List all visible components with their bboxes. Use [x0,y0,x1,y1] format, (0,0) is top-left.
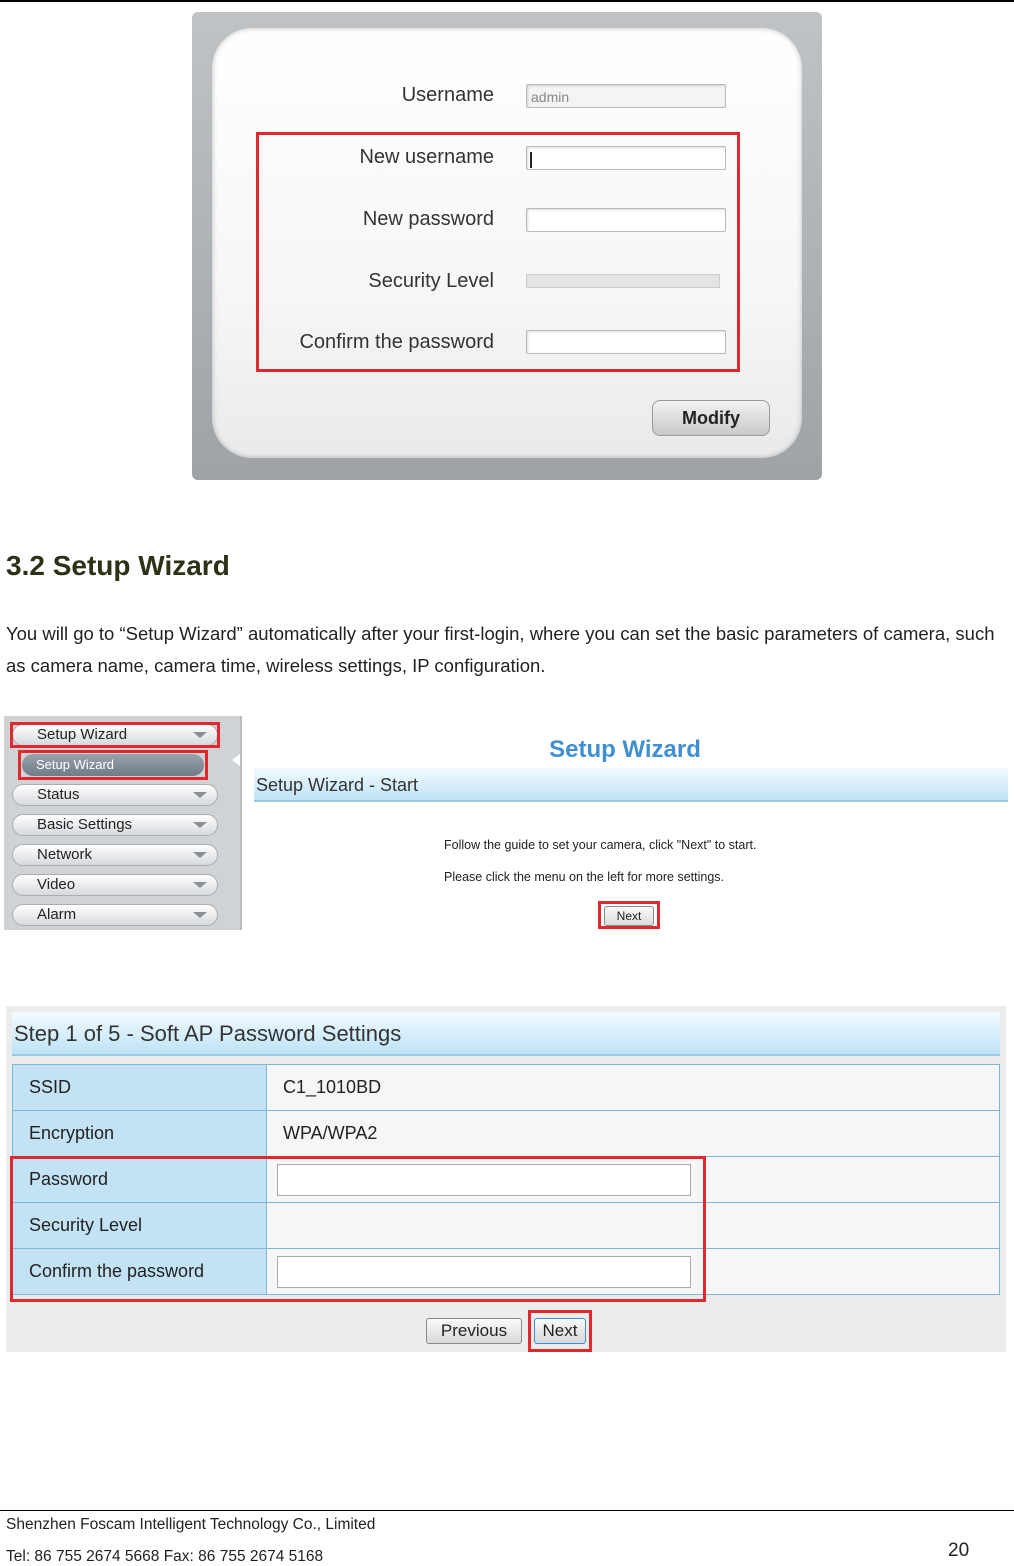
table-row [13,1111,1000,1157]
menu-alarm[interactable] [12,904,218,926]
username-field[interactable]: admin [526,84,726,108]
top-rule [0,0,1014,2]
username-label: Username [401,84,494,106]
ssid-label: SSID [13,1065,267,1111]
section-band: Setup Wizard - Start [254,768,1008,802]
footer-contact: Tel: 86 755 2674 5668 Fax: 86 755 2674 5168 [6,1548,324,1565]
menu-video-label: Video [37,876,76,893]
pointer-icon [232,754,240,766]
page-number: 20 [948,1540,970,1561]
footer-company: Shenzhen Foscam Intelligent Technology Co., Limited [6,1516,376,1533]
security-level-label: Security Level [368,270,494,292]
section-heading: 3.2 Setup Wizard [6,550,230,581]
confirm-password-label: Confirm the password [299,331,494,353]
new-password-label: New password [362,208,494,230]
section-paragraph: You will go to “Setup Wizard” automatically after your first-login, where you can set the basic parameters of camera, such as camera name, camera time, wireless settings, IP configuration. [6,623,995,676]
highlight-box [256,132,740,372]
menu-status[interactable] [12,784,218,806]
submenu-setup-wizard[interactable]: Setup Wizard [22,754,204,776]
soft-ap-password-screenshot [6,1006,1006,1352]
confirm-password-label: Confirm the password [13,1249,267,1295]
security-level-label: Security Level [13,1203,267,1249]
modify-button[interactable]: Modify [652,400,770,436]
page-title: Setup Wizard [549,736,701,763]
chevron-down-icon [193,822,207,828]
chevron-down-icon [193,792,207,798]
modify-credentials-screenshot [192,12,822,480]
chevron-down-icon [193,882,207,888]
highlight-box [10,1156,706,1302]
menu-alarm-label: Alarm [37,906,77,923]
menu-network[interactable] [12,844,218,866]
setup-wizard-start-screenshot [4,716,1008,930]
menu-setup-wizard-label: Setup Wizard [37,726,128,743]
chevron-down-icon [193,852,207,858]
menu-hint-message: Please click the menu on the left for more settings. [444,870,724,884]
sidebar [4,716,240,930]
main-panel [242,716,1008,930]
menu-network-label: Network [37,846,93,863]
highlight-box [18,750,208,780]
footer-rule [0,1510,1014,1511]
step-band: Step 1 of 5 - Soft AP Password Settings [12,1012,1000,1056]
menu-status-label: Status [37,786,80,803]
highlight-box [598,901,660,929]
new-username-label: New username [359,146,494,168]
highlight-box [10,722,220,748]
chevron-down-icon [193,912,207,918]
modify-credentials-panel [212,28,802,458]
table-row [13,1065,1000,1111]
menu-basic-settings-label: Basic Settings [37,816,133,833]
password-label: Password [13,1157,267,1203]
previous-button[interactable]: Previous [426,1318,522,1344]
encryption-label: Encryption [13,1111,267,1157]
highlight-box [528,1310,592,1352]
next-button[interactable]: Next [534,1318,586,1344]
encryption-value: WPA/WPA2 [267,1111,1000,1157]
menu-basic-settings[interactable] [12,814,218,836]
guide-message: Follow the guide to set your camera, click "Next" to start. [444,838,757,852]
menu-video[interactable] [12,874,218,896]
ssid-value: C1_1010BD [267,1065,1000,1111]
next-button[interactable]: Next [604,906,654,926]
